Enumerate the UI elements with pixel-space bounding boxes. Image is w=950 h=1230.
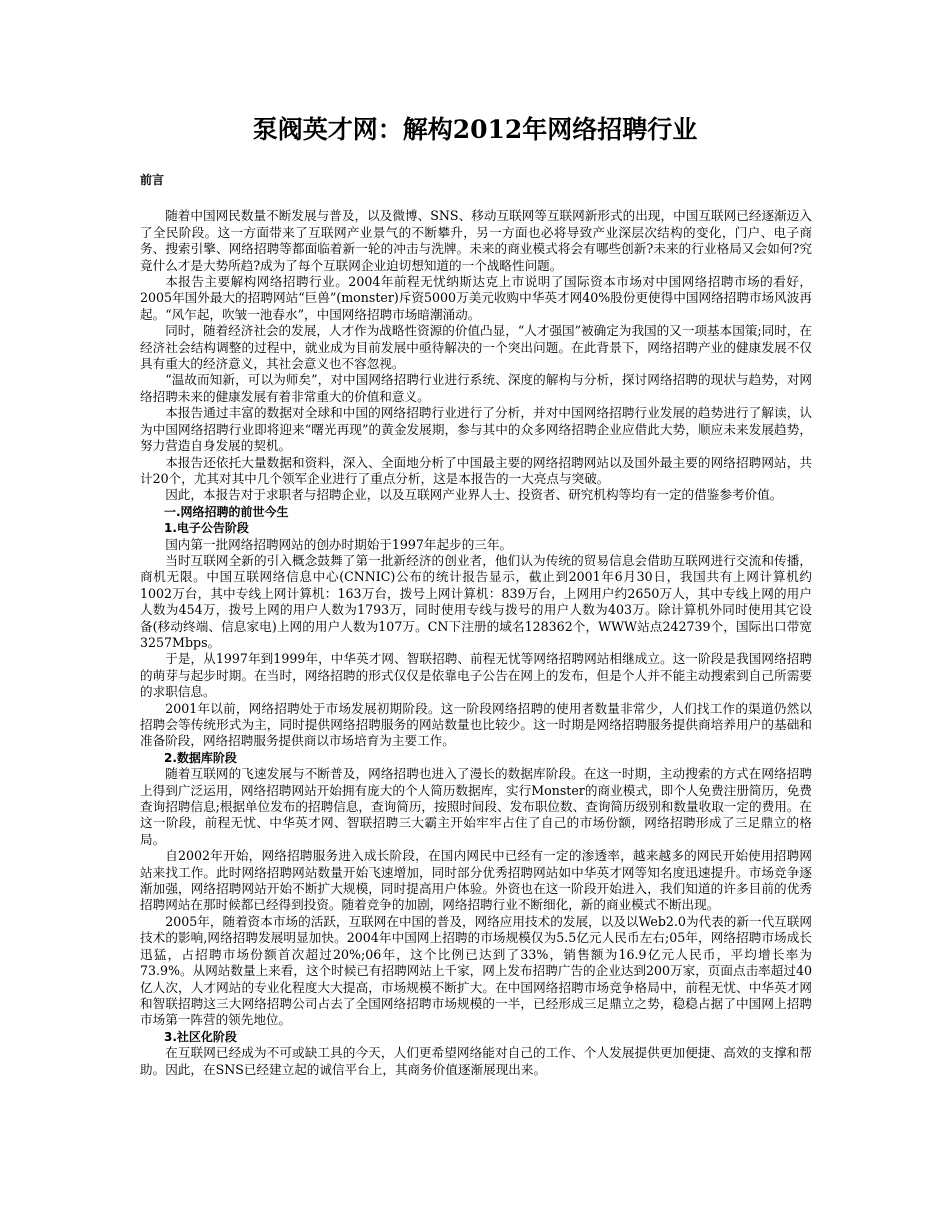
paragraph: 随着互联网的飞速发展与不断普及，网络招聘也进入了漫长的数据库阶段。在这一时期，主动搜索的方式在网络招聘上得到广泛运用，网络招聘网站开始拥有庞大的个人简历数据库，实行Monster的商业模式，即个人免费注册简历，免费查询招聘信息;根据单位发布的招聘信息，查询简历，按照时间段、发布职位数、查询简历级别和数量收取一定的费用。在这一阶段，前程无忧、中华英才网、智联招聘三大霸主开始牢牢占住了自己的市场份额，网络招聘形成了三足鼎立的格局。 — [140, 766, 812, 847]
preface-heading: 前言 — [140, 173, 165, 187]
subsection-heading: 3.社区化阶段 — [164, 1029, 237, 1044]
document-body — [140, 172, 812, 1078]
document-title: 泵阀英才网：解构2012年网络招聘行业 — [252, 115, 698, 144]
paragraph: 随着中国网民数量不断发展与普及，以及微博、SNS、移动互联网等互联网新形式的出现，中国互联网已经逐渐迈入了全民阶段。这一方面带来了互联网产业景气的不断攀升，另一方面也必将导致产业深层次结构的变化，门户、电子商务、搜索引擎、网络招聘等都面临着新一轮的冲击与洗牌。未来的商业模式将会有哪些创新?未来的行业格局又会如何?究竟什么才是大势所趋?成为了每个互联网企业迫切想知道的一个战略性问题。 — [140, 208, 812, 273]
paragraph: 同时，随着经济社会的发展，人才作为战略性资源的价值凸显，“人才强国”被确定为我国的又一项基本国策;同时，在经济社会结构调整的过程中，就业成为目前发展中亟待解决的一个突出问题。在此背景下，网络招聘产业的健康发展不仅具有重大的经济意义，其社会意义也不容忽视。 — [140, 323, 812, 372]
paragraph: 2005年，随着资本市场的活跃，互联网在中国的普及，网络应用技术的发展，以及以Web2.0为代表的新一代互联网技术的影响,网络招聘发展明显加快。2004年中国网上招聘的市场规模仅为5.5亿元人民币左右;05年，网络招聘市场成长迅猛，占招聘市场份额首次超过20%;06年，这个比例已达到了33%，销售额为16.9亿元人民币，平均增长率为73.9%。从网站数量上来看，这个时候已有招聘网站上千家，网上发布招聘广告的企业达到200万家，页面点击率超过40亿人次，人才网站的专业化程度大大提高，市场规模不断扩大。在中国网络招聘市场竞争格局中，前程无忧、中华英才网和智联招聘这三大网络招聘公司占去了全国网络招聘市场规模的一半，已经形成三足鼎立之势，稳稳占据了中国网上招聘市场第一阵营的领先地位。 — [140, 913, 812, 1028]
section-heading: 一.网络招聘的前世今生 — [164, 504, 289, 519]
paragraph: “温故而知新，可以为师矣”，对中国网络招聘行业进行系统、深度的解构与分析，探讨网络招聘的现状与趋势，对网络招聘未来的健康发展有着非常重大的价值和意义。 — [140, 372, 812, 404]
paragraph: 因此，本报告对于求职者与招聘企业，以及互联网产业界人士、投资者、研究机构等均有一定的借鉴参考价值。 — [165, 487, 783, 503]
paragraph: 本报告主要解构网络招聘行业。2004年前程无忧纳斯达克上市说明了国际资本市场对中国网络招聘市场的看好，2005年国外最大的招聘网站“巨兽”(monster)斥资5000万美元收购中华英才网40%股份更使得中国网络招聘市场风波再起。“风乍起，吹皱一池春水”，中国网络招聘市场暗潮涌动。 — [140, 274, 812, 322]
subsection-heading: 2.数据库阶段 — [164, 750, 237, 765]
paragraph: 自2002年开始，网络招聘服务进入成长阶段，在国内网民中已经有一定的渗透率，越来越多的网民开始使用招聘网站来找工作。此时网络招聘网站数量开始飞速增加，同时部分优秀招聘网站如中华英才网等知名度迅速提升。市场竞争逐渐加强，网络招聘网站开始不断扩大规模，同时提高用户体验。外资也在这一阶段开始进入，我们知道的许多目前的优秀招聘网站在那时候都已经得到投资。随着竞争的加剧，网络招聘行业不断细化，新的商业模式不断出现。 — [140, 848, 812, 913]
paragraph: 本报告通过丰富的数据对全球和中国的网络招聘行业进行了分析，并对中国网络招聘行业发展的趋势进行了解读，认为中国网络招聘行业即将迎来“曙光再现”的黄金发展期，参与其中的众多网络招聘企业应借此大势，顺应未来发展趋势，努力营造自身发展的契机。 — [140, 405, 812, 454]
paragraph: 在互联网已经成为不可或缺工具的今天，人们更希望网络能对自己的工作、个人发展提供更加便捷、高效的支撑和帮助。因此，在SNS已经建立起的诚信平台上，其商务价值逐渐展现出来。 — [140, 1045, 812, 1077]
paragraph: 当时互联网全新的引入概念鼓舞了第一批新经济的创业者，他们认为传统的贸易信息会借助互联网进行交流和传播，商机无限。中国互联网络信息中心(CNNIC)公布的统计报告显示，截止到2001年6月30日，我国共有上网计算机约1002万台，其中专线上网计算机：163万台，拨号上网计算机：839万台，上网用户约2650万人，其中专线上网的用户人数为454万，拨号上网的用户人数为1793万，同时使用专线与拨号的用户人数为403万。除计算机外同时使用其它设备(移动终端、信息家电)上网的用户人数为107万。CN下注册的域名128362个，WWW站点242739个，国际出口带宽3257Mbps。 — [140, 552, 812, 650]
paragraph: 2001年以前，网络招聘处于市场发展初期阶段。这一阶段网络招聘的使用者数量非常少，人们找工作的渠道仍然以招聘会等传统形式为主，同时提供网络招聘服务的网站数量也比较少。这一时期是网络招聘服务提供商培养用户的基础和准备阶段，网络招聘服务提供商以市场培育为主要工作。 — [140, 700, 812, 749]
paragraph: 于是，从1997年到1999年，中华英才网、智联招聘、前程无忧等网络招聘网站相继成立。这一阶段是我国网络招聘的萌芽与起步时期。在当时，网络招聘的形式仅仅是依靠电子公告在网上的发布，但是个人并不能主动搜索到自己所需要的求职信息。 — [140, 651, 812, 700]
paragraph: 国内第一批网络招聘网站的创办时期始于1997年起步的三年。 — [165, 536, 513, 552]
paragraph: 本报告还依托大量数据和资料，深入、全面地分析了中国最主要的网络招聘网站以及国外最主要的网络招聘网站，共计20个，尤其对其中几个领军企业进行了重点分析，这是本报告的一大亮点与突破。 — [140, 454, 812, 486]
subsection-heading: 1.电子公告阶段 — [164, 521, 249, 536]
